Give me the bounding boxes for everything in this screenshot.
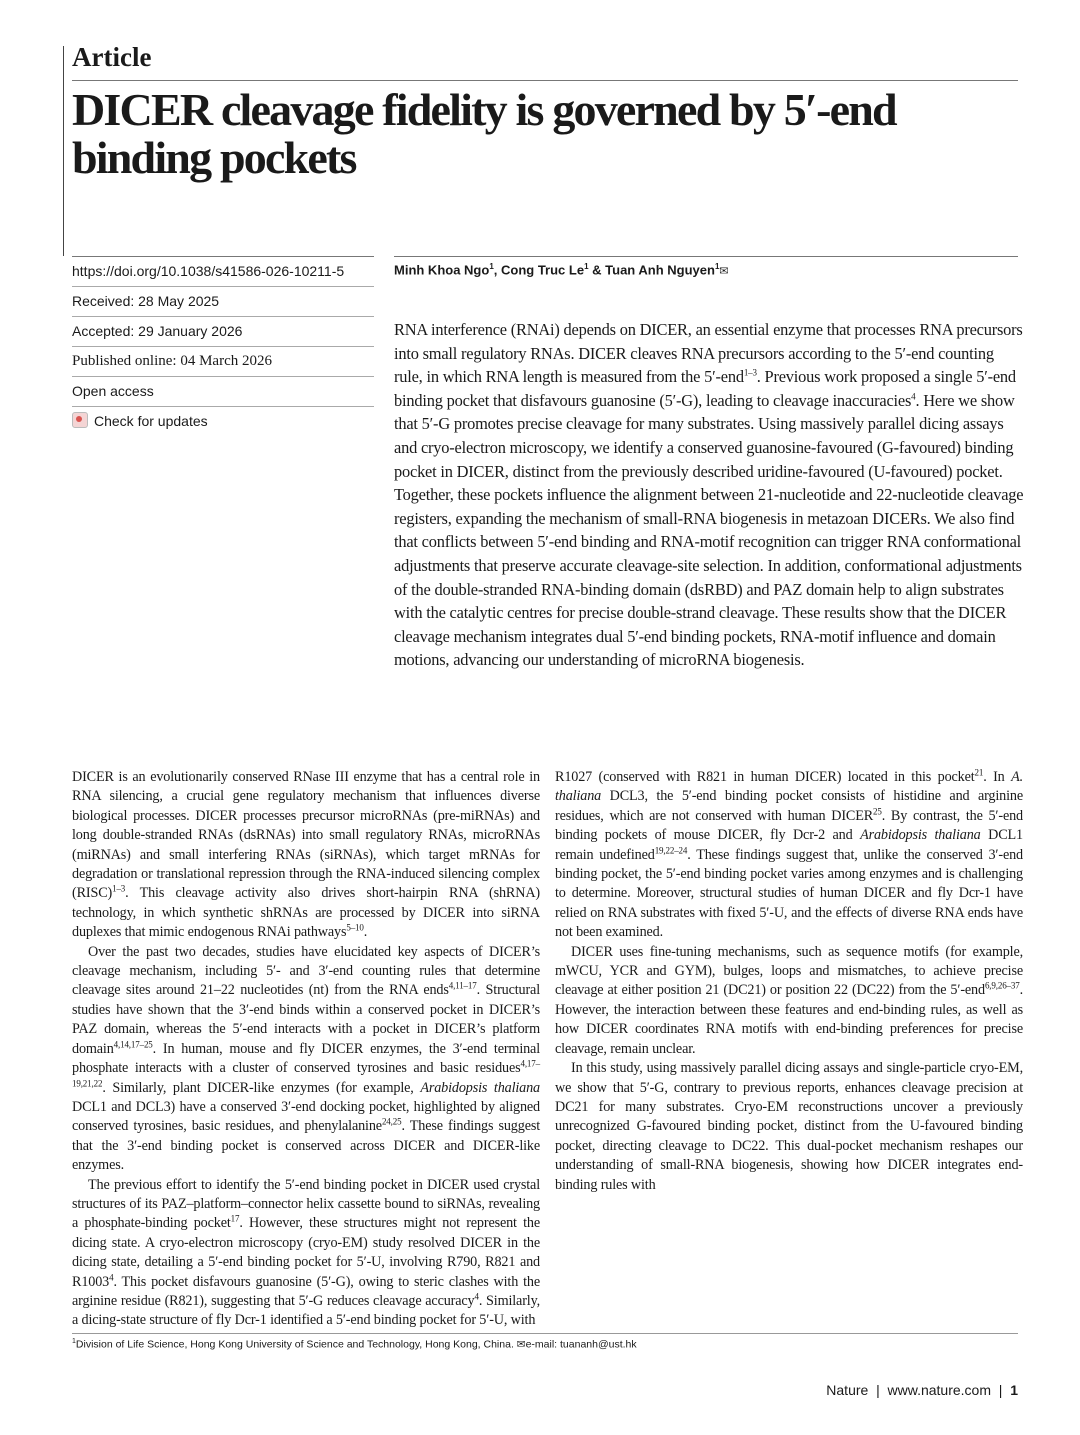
citation-ref[interactable]: 4,14,17–25	[113, 1038, 153, 1049]
affiliation-footnote	[72, 1338, 637, 1351]
citation-ref[interactable]: 4	[109, 1271, 114, 1282]
published-date: Published online: 04 March 2026	[72, 347, 374, 377]
citation-ref[interactable]: 1–3	[743, 367, 757, 378]
affiliation-marker: 1	[72, 1338, 76, 1345]
authors-rule	[394, 256, 1018, 257]
journal-name: Nature	[826, 1382, 869, 1398]
check-updates-label: Check for updates	[94, 413, 208, 429]
author-separator: &	[588, 262, 606, 278]
body-paragraph: Over the past two decades, studies have elucidated key aspects of DICER’s cleavage mechanism, including 5′- and 3′-end counting rules that determine cleavage sites around 21–22 nucleotides (nt) from the RNA ends$^{4,11-17}$. Structural studies have shown that the 3′-end binds within a conserved pocket in DICER’s PAZ domain, whereas the 5′-end interacts with a pocket in DICER’s platform domain$^{4,14,17-25}$. In human, mouse and fly DICER enzymes, the 3′-end terminal phosphate interacts with a cluster of conserved tyrosines and basic residues$^{4,17-19,21,22}$. Similarly, plant DICER-like enzymes (for example, Arabidopsis thaliana DCL1 and DCL3) have a conserved 3′-end docking pocket, highlighted by aligned conserved tyrosines, basic residues, and phenylalanine$^{24,25}$. These findings suggest that the 3′-end binding pocket is conserved across DICER and DICER-like enzymes.	[72, 943, 541, 1174]
citation-ref[interactable]: 17	[230, 1213, 240, 1224]
body-paragraph: R1027 (conserved with R821 in human DICER) located in this pocket$^{21}$. In A. thaliana DCL3, the 5′-end binding pocket consists of histidine and arginine residues, which are not conserved with human DICER$^{25}$. By contrast, the 5′-end binding pockets of mouse DICER, fly Dcr-2 and Arabidopsis thaliana DCL1 remain undefined$^{19,22-24}$. These findings suggest that, unlike the conserved 3′-end binding pocket, the 5′-end binding pocket varies among enzymes and is challenging to determine. Moreover, structural studies of human DICER and fly Dcr-1 have relied on RNA substrates with fixed 5′-U, and the effects of diverse RNA ends have not been examined.	[555, 767, 1023, 941]
article-metadata	[72, 256, 374, 436]
author-name[interactable]: Cong Truc Le	[501, 262, 585, 278]
citation-ref[interactable]: 24,25	[381, 1116, 402, 1127]
accepted-date: Accepted: 29 January 2026	[72, 317, 374, 347]
header-rule	[72, 80, 1018, 81]
body-column-right	[555, 768, 1023, 1195]
citation-ref[interactable]: 6,9,26–37	[984, 980, 1020, 991]
author-separator: ,	[493, 262, 502, 278]
doi-link[interactable]: https://doi.org/10.1038/s41586-026-10211-5	[72, 257, 374, 287]
affiliation-marker: 1	[584, 262, 589, 271]
citation-ref[interactable]: 4,17–19,21,22	[72, 1058, 540, 1088]
citation-ref[interactable]: 4	[911, 391, 916, 402]
footer-separator: |	[998, 1382, 1003, 1398]
body-column-left	[72, 768, 540, 1331]
check-updates-icon	[72, 412, 88, 428]
page-number: 1	[1010, 1382, 1018, 1398]
body-paragraph: In this study, using massively parallel dicing assays and single-particle cryo-EM, we show that 5′-G, contrary to previous reports, enhances cleavage precision at DC21 for many substrates. Cryo-EM reconstructions uncover a previously unrecognized G-favoured binding pocket, distinct from the U-favoured binding pocket, directing cleavage to DC22. This dual-pocket mechanism reshapes our understanding of small-RNA biogenesis, showing how DICER integrates end-binding rules with	[555, 1060, 1023, 1193]
author-name[interactable]: Tuan Anh Nguyen	[605, 262, 715, 278]
received-date: Received: 28 May 2025	[72, 287, 374, 317]
email-icon: ✉	[516, 1338, 526, 1351]
citation-ref[interactable]: 1–3	[112, 883, 126, 894]
abstract: RNA interference (RNAi) depends on DICER, an essential enzyme that processes RNA precursors into small regulatory RNAs. DICER cleaves RNA precursors according to the 5′-end counting rule, in which RNA length is measured from the 5′-end$^{1-3}$. Previous work proposed a single 5′-end binding pocket that disfavours guanosine (5′-G), leading to cleavage inaccuracies$^4$. Here we show that 5′-G promotes precise cleavage for many substrates. Using massively parallel dicing assays and cryo-electron microscopy, we identify a conserved guanosine-favoured (G-favoured) binding pocket in DICER, distinct from the previously described uridine-favoured (U-favoured) pocket. Together, these pockets influence the alignment between 21-nucleotide and 22-nucleotide cleavage registers, expanding the mechanism of small-RNA biogenesis in metazoan DICERs. We also find that conflicts between 5′-end binding and RNA-motif recognition can trigger RNA conformational adjustments that preserve accurate cleavage-site selection. In addition, conformational adjustments of the double-stranded RNA-binding domain (dsRBD) and PAZ domain help to align substrates with the catalytic centres for precise double-strand cleavage. These results show that the DICER cleavage mechanism integrates dual 5′-end binding pockets, RNA-motif influence and domain motions, advancing our understanding of microRNA biogenesis.	[394, 320, 1024, 670]
citation-ref[interactable]: 5–10	[346, 922, 364, 933]
journal-url[interactable]: www.nature.com	[887, 1382, 991, 1398]
open-access-label: Open access	[72, 377, 374, 407]
article-type-label: Article	[72, 42, 152, 72]
citation-ref[interactable]: 4	[474, 1291, 479, 1302]
body-paragraph: DICER is an evolutionarily conserved RNase III enzyme that has a central role in RNA silencing, a crucial gene regulatory mechanism that influences diverse biological processes. DICER processes precursor microRNAs (pre-miRNAs) and long double-stranded RNAs (dsRNAs) into small regulatory RNAs, microRNAs (miRNAs) and small interfering RNAs (siRNAs), which target mRNAs for degradation or translational repression through the RNA-induced silencing complex (RISC)$^{1-3}$. This cleavage activity also drives short-hairpin RNA (shRNA) technology, in which synthetic shRNAs are processed by DICER into siRNA duplexes that mimic endogenous RNAi pathways$^{5-10}$.	[72, 769, 540, 941]
affiliation-marker: 1	[489, 262, 494, 271]
body-paragraph: DICER uses fine-tuning mechanisms, such as sequence motifs (for example, mWCU, YCR and GYM), bulges, loops and mismatches, to achieve precise cleavage at either position 21 (DC21) or position 22 (DC22) from the 5′-end$^{6,9,26-37}$. However, the interaction between these features and end-binding rules, as well as how DICER coordinates RNA motifs with end-binding preferences for precise cleavage, remain unclear.	[555, 943, 1023, 1057]
citation-ref[interactable]: 21	[974, 767, 984, 778]
author-list	[394, 262, 729, 277]
article-title: DICER cleavage fidelity is governed by 5′-end binding pockets	[72, 84, 896, 183]
footnote-rule	[72, 1333, 1018, 1334]
footer-separator: |	[876, 1382, 880, 1398]
corresponding-email[interactable]: e-mail: tuananh@ust.hk	[525, 1338, 637, 1351]
affiliation-marker: 1	[714, 262, 720, 271]
citation-ref[interactable]: 25	[873, 806, 882, 817]
check-for-updates-link[interactable]	[72, 407, 374, 436]
body-paragraph: The previous effort to identify the 5′-end binding pocket in DICER used crystal structures of its PAZ–platform–connector helix cassette bound to siRNAs, revealing a phosphate-binding pocket$^{17}$. However, these structures might not represent the dicing state. A cryo-electron microscopy (cryo-EM) study resolved DICER in the dicing state, detailing a 5′-end binding pocket for 5′-U, involving R790, R821 and R1003$^4$. This pocket disfavours guanosine (5′-G), owing to steric clashes with the arginine residue (R821), suggesting that 5′-G reduces cleavage accuracy$^4$. Similarly, a dicing-state structure of fly Dcr-1 identified a 5′-end binding pocket for 5′-U, with	[72, 1176, 540, 1329]
citation-ref[interactable]: 4,11–17	[448, 980, 477, 991]
author-name[interactable]: Minh Khoa Ngo	[394, 262, 490, 278]
page-footer	[826, 1382, 1018, 1398]
citation-ref[interactable]: 19,22–24	[654, 844, 688, 855]
affiliation-text: Division of Life Science, Hong Kong University of Science and Technology, Hong Kong, China.	[75, 1338, 514, 1351]
left-margin-rule	[63, 46, 64, 256]
email-icon[interactable]: ✉	[719, 265, 729, 278]
